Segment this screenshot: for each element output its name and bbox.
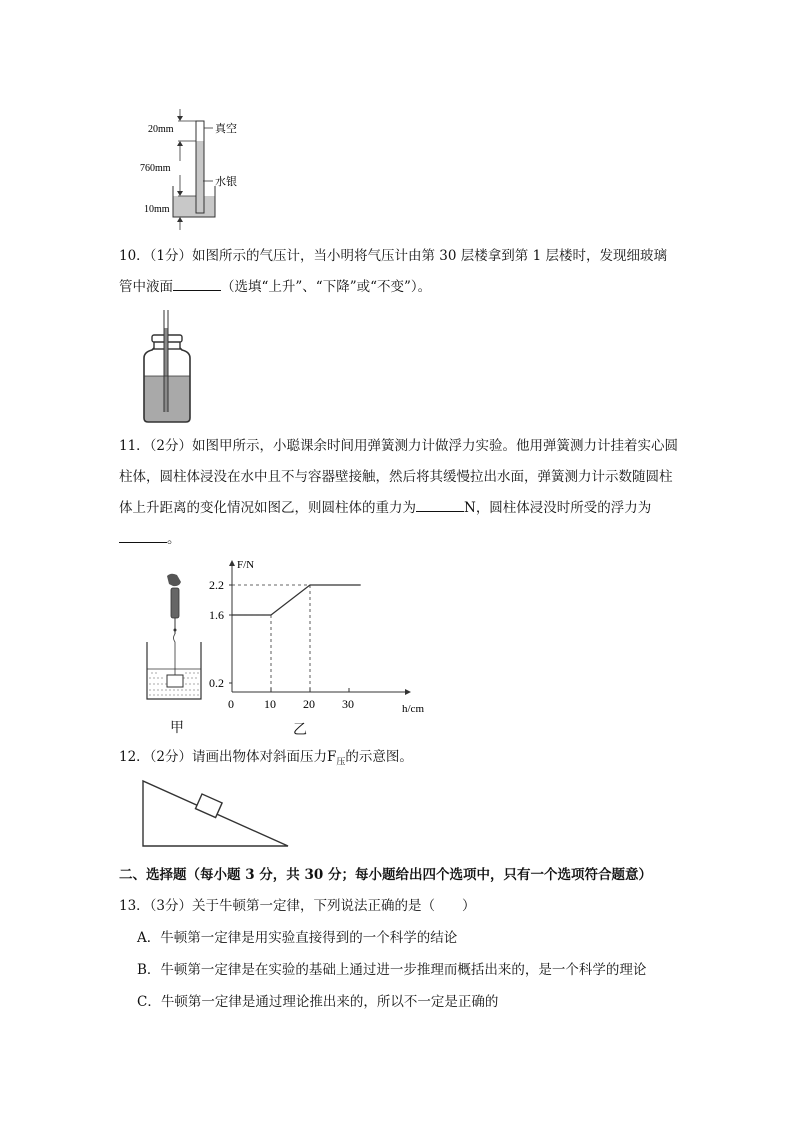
x-tick-label-10: 10	[264, 697, 276, 711]
torricelli-figure	[140, 108, 260, 233]
series-line	[232, 585, 361, 615]
q12-subscript: 压	[336, 757, 346, 768]
q13-option-c[interactable]: C．牛顿第一定律是通过理论推出来的，所以不一定是正确的	[137, 994, 499, 1010]
x-tick-label-0: 0	[228, 697, 234, 711]
question-12	[119, 742, 679, 779]
q11-answer-blank-1[interactable]	[416, 498, 464, 512]
q11-text-end: 。	[167, 531, 181, 547]
question-13-stem: 13．（3分）关于牛顿第一定律，下列说法正确的是（ ）	[119, 898, 476, 914]
x-tick-label-30: 30	[342, 697, 354, 711]
label-mercury: 水银	[215, 176, 237, 188]
q10-text-after: （选填“上升”、“下降”或“不变”）。	[221, 279, 432, 295]
q12-text-after: 的示意图。	[345, 749, 413, 765]
label-vacuum: 真空	[215, 123, 237, 135]
y-tick-label-0.2: 0.2	[209, 676, 224, 690]
question-11	[119, 431, 679, 555]
q10-text: 10．（1分）如图所示的气压计，当小明将气压计由第 30 层楼拿到第 1 层楼时，发现细玻璃管中液面	[119, 248, 667, 295]
y-tick-label-2.2: 2.2	[209, 578, 224, 592]
label-20mm: 20mm	[148, 124, 174, 135]
label-yi: 乙	[293, 722, 307, 738]
y-axis-label: F/N	[237, 559, 255, 571]
x-axis-label: h/cm	[402, 703, 424, 715]
spring-scale-figure	[145, 572, 205, 702]
label-760mm: 760mm	[140, 163, 171, 174]
q13-option-a[interactable]: A．牛顿第一定律是用实验直接得到的一个科学的结论	[137, 930, 458, 946]
q13-option-b[interactable]: B．牛顿第一定律是在实验的基础上通过进一步推理而概括出来的，是一个科学的理论	[137, 962, 647, 978]
y-axis-arrow	[229, 560, 235, 566]
q11-answer-blank-2[interactable]	[119, 529, 167, 543]
label-10mm: 10mm	[144, 204, 170, 215]
x-axis-arrow	[405, 689, 411, 695]
force-height-chart	[200, 555, 435, 720]
label-jia: 甲	[170, 720, 184, 736]
bottle-barometer-figure	[140, 308, 200, 426]
x-tick-label-20: 20	[303, 697, 315, 711]
q11-text: 11．（2分）如图甲所示，小聪课余时间用弹簧测力计做浮力实验。他用弹簧测力计挂着实心圆柱体，圆柱体浸没在水中且不与容器壁接触，然后将其缓慢拉出水面，弹簧测力计示数随圆柱体上升距离的变化情况如图乙，则圆柱体的重力为	[119, 438, 679, 516]
q11-unit-text: N，圆柱体浸没时所受的浮力为	[464, 500, 652, 516]
incline-figure	[140, 778, 292, 850]
y-tick-label-1.6: 1.6	[209, 608, 224, 622]
q12-text: 12．（2分）请画出物体对斜面压力F	[119, 749, 337, 765]
q10-answer-blank[interactable]	[173, 277, 221, 291]
section-2-heading: 二、选择题（每小题 3 分，共 30 分；每小题给出四个选项中，只有一个选项符合题意）	[119, 867, 652, 883]
question-10	[119, 241, 679, 303]
